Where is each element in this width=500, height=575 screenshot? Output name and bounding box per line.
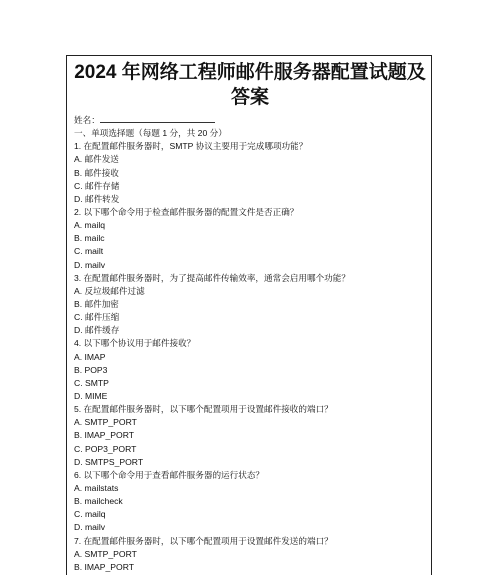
question-option: D. MIME [74,390,108,401]
question-option: B. mailcheck [74,496,123,507]
question-stem: 6. 以下哪个命令用于查看邮件服务器的运行状态？ [74,469,265,480]
name-field [74,114,424,127]
question-option: C. mailt [74,246,104,257]
question-option: C. POP3_PORT [74,443,137,454]
question-stem: 4. 以下哪个协议用于邮件接收？ [74,338,196,349]
document-title [70,60,430,110]
question-option: D. mailv [74,259,106,270]
question-option: B. 邮件加密 [74,298,119,309]
question-option: D. 邮件缓存 [74,325,120,336]
name-label: 姓名： [74,115,100,125]
document-body [74,114,424,574]
question-option: B. mailc [74,233,105,244]
question-option: A. IMAP [74,351,106,362]
question-option: C. 邮件存储 [74,180,120,191]
question-option: C. mailq [74,509,106,520]
question-option: B. IMAP_PORT [74,430,135,441]
question-option: B. IMAP_PORT [74,561,135,572]
question-option: C. SMTP [74,377,109,388]
question-stem: 1. 在配置邮件服务器时，SMTP 协议主要用于完成哪项功能？ [74,141,308,152]
title-line-1: 2024 年网络工程师邮件服务器配置试题及 [74,62,426,83]
question-option: A. mailstats [74,482,119,493]
question-option: B. POP3 [74,364,108,375]
section-heading: 一、单项选择题（每题 1 分，共 20 分） [74,128,227,139]
question-stem: 3. 在配置邮件服务器时，为了提高邮件传输效率，通常会启用哪个功能？ [74,272,350,283]
question-option: A. SMTP_PORT [74,417,137,428]
question-option: D. mailv [74,522,106,533]
question-option: C. 邮件压缩 [74,312,120,323]
question-stem: 2. 以下哪个命令用于检查邮件服务器的配置文件是否正确？ [74,206,299,217]
title-line-2: 答案 [230,87,269,108]
question-option: A. 反垃圾邮件过滤 [74,285,145,296]
question-option: B. 邮件接收 [74,167,119,178]
question-option: A. 邮件发送 [74,154,119,165]
question-stem: 5. 在配置邮件服务器时，以下哪个配置项用于设置邮件接收的端口？ [74,404,333,415]
question-option: A. mailq [74,220,106,231]
question-stem: 7. 在配置邮件服务器时，以下哪个配置项用于设置邮件发送的端口？ [74,535,333,546]
name-underline [100,114,215,123]
question-option: D. SMTPS_PORT [74,456,144,467]
question-option: D. 邮件转发 [74,193,120,204]
question-option: A. SMTP_PORT [74,548,137,559]
